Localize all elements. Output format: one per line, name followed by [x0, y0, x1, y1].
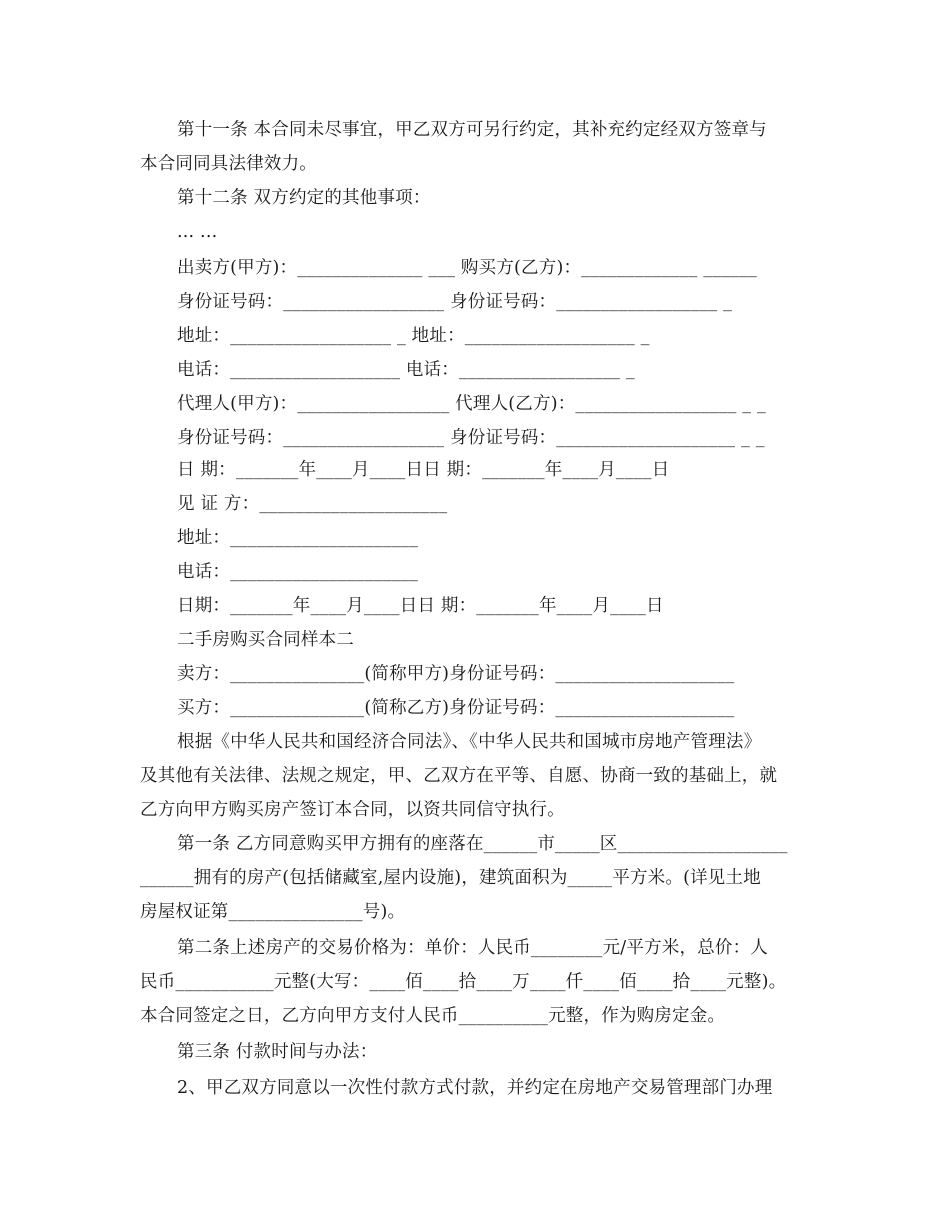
phone-line-1: 电话：___________________ 电话：__________________ _ — [177, 360, 635, 380]
preamble-line-3: 乙方向甲方购买房产签订本合同，以资共同信守执行。 — [140, 800, 565, 820]
seller-id-line: 卖方：_______________(简称甲方)身份证号码：____________________ — [177, 664, 735, 684]
witness-address-line: 地址：_____________________ — [177, 528, 419, 548]
article-1-line-3: 房屋权证第_______________号)。 — [140, 902, 406, 922]
article-2-line-3: 本合同签定之日，乙方向甲方支付人民币__________元整，作为购房定金。 — [140, 1006, 726, 1026]
article-11-line-2: 本合同同具法律效力。 — [140, 154, 317, 174]
article-3-heading: 第三条 付款时间与办法： — [177, 1042, 378, 1062]
article-3-item-2: 2、甲乙双方同意以一次性付款方式付款，并约定在房地产交易管理部门办理 — [177, 1078, 773, 1098]
article-2-line-2: 民币___________元整(大写：____佰____拾____万____仟____佰____拾____元整)。 — [140, 972, 787, 992]
preamble-line-1: 根据《中华人民共和国经济合同法》、《中华人民共和国城市房地产管理法》 — [177, 732, 762, 752]
preamble-line-2: 及其他有关法律、法规之规定，甲、乙双方在平等、自愿、协商一致的基础上，就 — [140, 766, 778, 786]
witness-phone-line: 电话：_____________________ — [177, 562, 419, 582]
article-11-line-1: 第十一条 本合同未尽事宜，甲乙双方可另行约定，其补充约定经双方签章与 — [177, 120, 767, 140]
seller-buyer-line: 出卖方(甲方)：______________ ___ 购买方(乙方)：_____________ ______ — [177, 258, 757, 278]
article-2-line-1: 第二条上述房产的交易价格为：单价：人民币________元/平方米，总价：人 — [177, 938, 768, 958]
buyer-id-line: 买方：_______________(简称乙方)身份证号码：____________________ — [177, 698, 735, 718]
address-line-1: 地址：__________________ _ 地址：___________________ _ — [177, 326, 650, 346]
article-1-line-1: 第一条 乙方同意购买甲方拥有的座落在______市_____区___________________ — [177, 834, 788, 854]
ellipsis-line: ... ... — [177, 222, 218, 242]
sample-2-title: 二手房购买合同样本二 — [177, 630, 354, 650]
id-number-line-1: 身份证号码：__________________ 身份证号码：__________________ _ — [177, 292, 733, 312]
article-1-line-2: ______拥有的房产(包括储藏室,屋内设施)，建筑面积为_____平方米。(详见土地 — [140, 868, 761, 888]
date-line-1: 日 期：_______年____月____日日 期：_______年____月____日 — [177, 460, 670, 480]
witness-line: 见 证 方：_____________________ — [177, 494, 448, 514]
date-line-2: 日期：_______年____月____日日 期：_______年____月____日 — [177, 596, 664, 616]
id-number-line-2: 身份证号码：__________________ 身份证号码：____________________ _ _ — [177, 428, 765, 448]
article-12-heading: 第十二条 双方约定的其他事项： — [177, 188, 431, 208]
agent-line: 代理人(甲方)：_________________ 代理人(乙方)：__________________ _ _ — [177, 394, 766, 414]
